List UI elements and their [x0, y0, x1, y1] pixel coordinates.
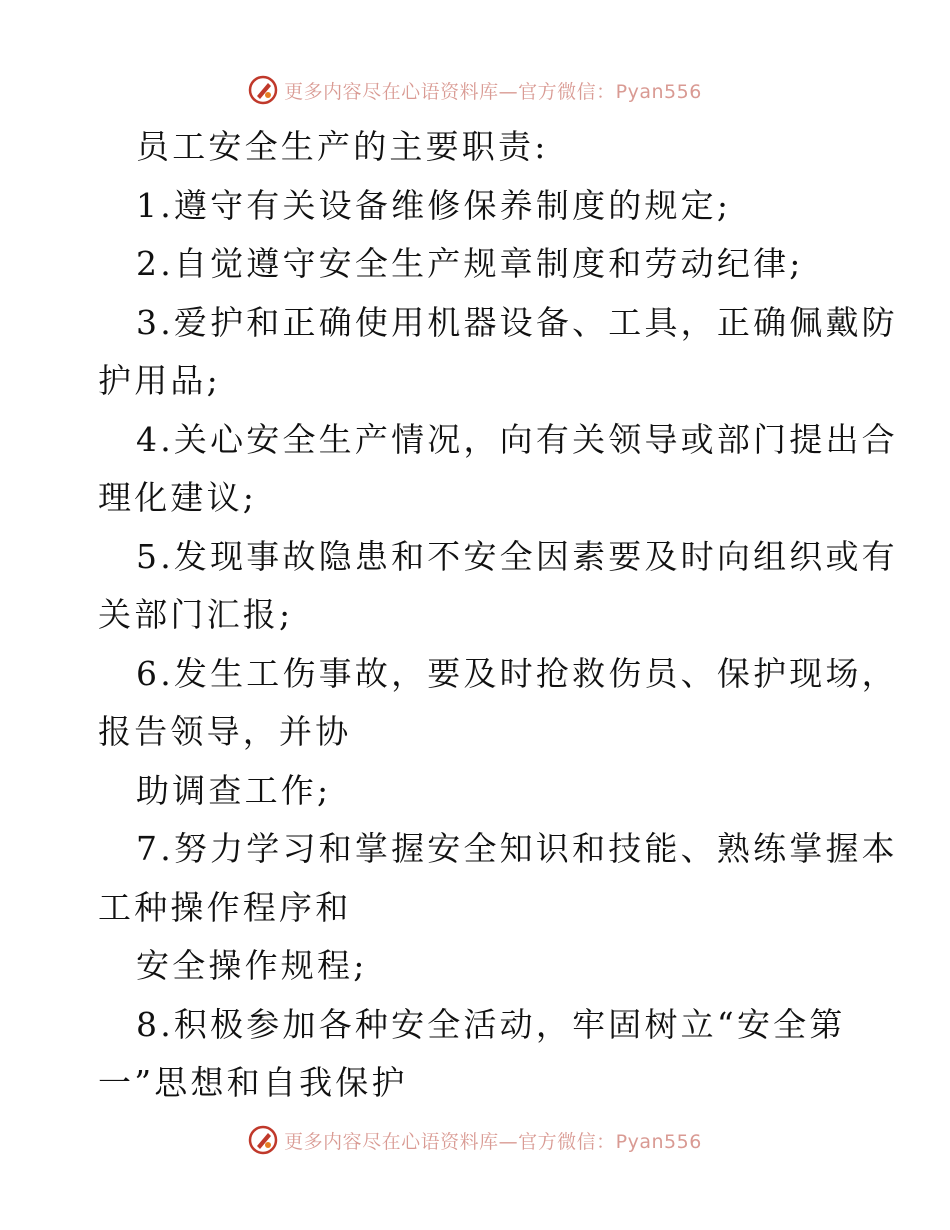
doc-line: 报告领导，并协: [98, 712, 352, 751]
pen-seal-icon: [248, 1125, 278, 1155]
watermark-text: 更多内容尽在心语资料库—官方微信：Pyan556: [284, 80, 702, 103]
doc-line: 5.发现事故隐患和不安全因素要及时向组织或有: [136, 536, 898, 576]
doc-line: 3.爱护和正确使用机器设备、工具，正确佩戴防: [136, 302, 898, 342]
doc-line: 1.遵守有关设备维修保养制度的规定;: [136, 185, 732, 225]
doc-line: 6.发生工伤事故，要及时抢救伤员、保护现场，: [136, 653, 898, 693]
header-watermark: [0, 70, 950, 110]
footer-watermark: [0, 1120, 950, 1160]
doc-line: 一”思想和自我保护: [98, 1063, 408, 1102]
doc-line: 安全操作规程;: [136, 946, 368, 985]
doc-line: 员工安全生产的主要职责:: [136, 127, 549, 166]
watermark-text: 更多内容尽在心语资料库—官方微信：Pyan556: [284, 1130, 702, 1153]
doc-line: 工种操作程序和: [98, 887, 352, 927]
doc-line: 理化建议;: [98, 478, 258, 517]
doc-line: 助调查工作;: [136, 770, 332, 810]
doc-line: 4.关心安全生产情况，向有关领导或部门提出合: [136, 419, 898, 459]
doc-line: 8.积极参加各种安全活动，牢固树立“安全第: [136, 1004, 846, 1044]
doc-line: 2.自觉遵守安全生产规章制度和劳动纪律;: [136, 244, 804, 283]
pen-seal-icon: [248, 75, 278, 105]
document-body: [98, 118, 898, 1113]
doc-line: 护用品;: [98, 361, 221, 400]
doc-line: 关部门汇报;: [98, 595, 294, 634]
doc-line: 7.努力学习和掌握安全知识和技能、熟练掌握本: [136, 829, 898, 868]
